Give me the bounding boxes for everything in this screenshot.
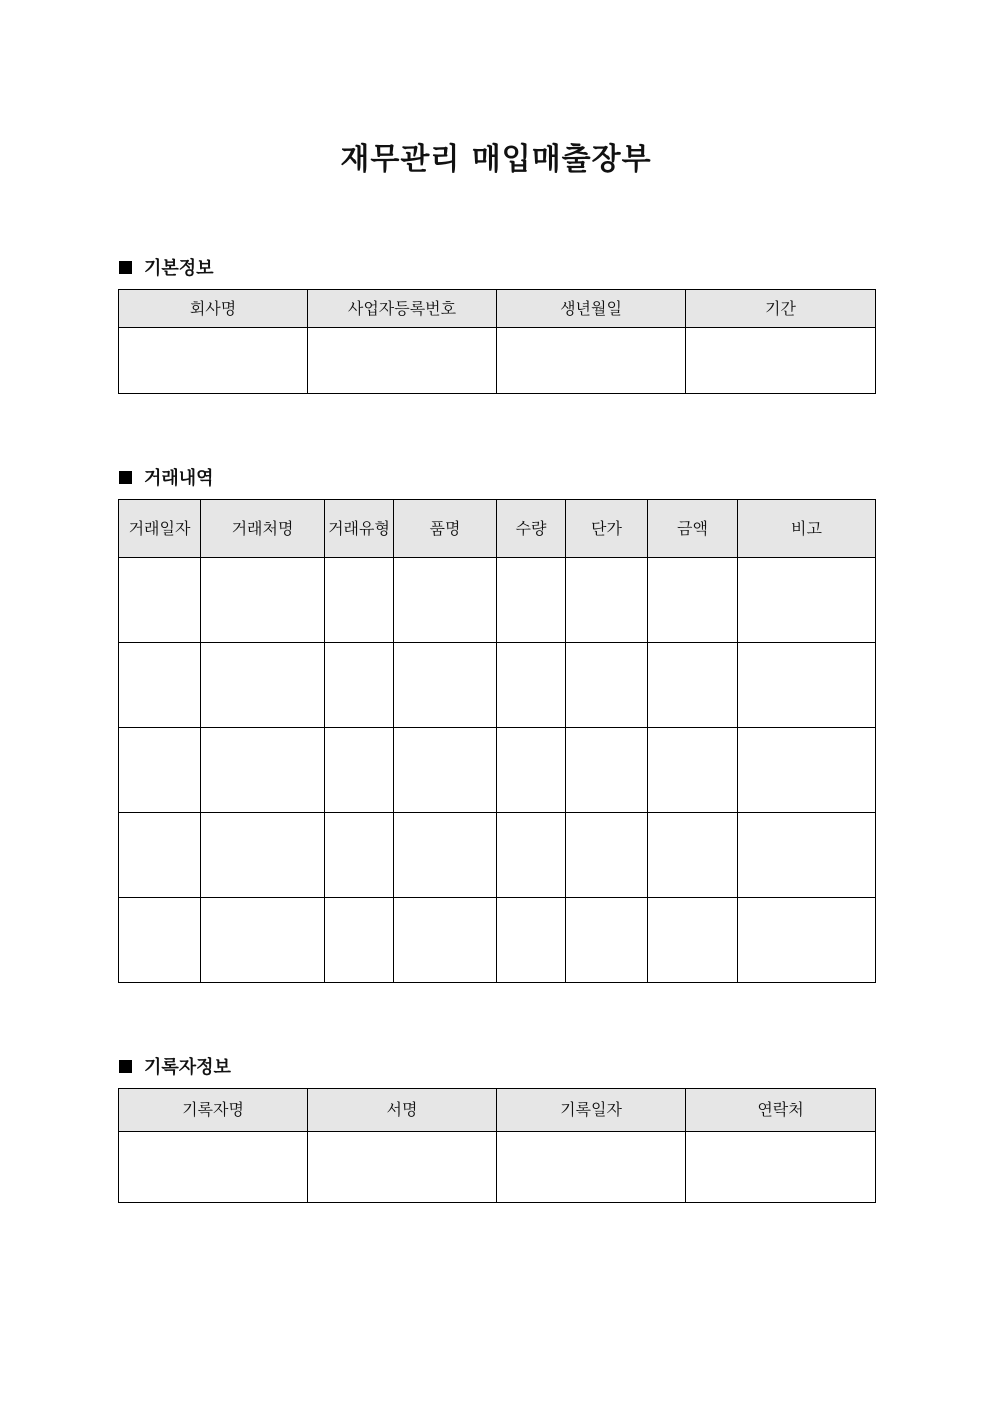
table-cell[interactable] xyxy=(497,813,566,898)
black-square-icon xyxy=(119,261,132,274)
column-header-quantity: 수량 xyxy=(497,500,566,558)
table-cell[interactable] xyxy=(738,643,876,728)
table-cell[interactable] xyxy=(738,898,876,983)
record-date-cell[interactable] xyxy=(497,1132,686,1203)
table-cell[interactable] xyxy=(394,813,497,898)
table-cell[interactable] xyxy=(119,728,201,813)
table-cell[interactable] xyxy=(497,643,566,728)
table-cell[interactable] xyxy=(566,813,648,898)
table-cell[interactable] xyxy=(497,558,566,643)
recorder-info-heading-label: 기록자정보 xyxy=(144,1057,231,1078)
table-cell[interactable] xyxy=(201,728,325,813)
business-reg-no-cell[interactable] xyxy=(308,328,497,394)
recorder-info-table xyxy=(118,1088,876,1203)
recorder-info-header-row xyxy=(119,1089,876,1132)
page-title: 재무관리 매입매출장부 xyxy=(340,142,652,177)
table-cell[interactable] xyxy=(648,558,738,643)
table-cell[interactable] xyxy=(325,558,394,643)
column-header-record-date: 기록일자 xyxy=(497,1089,686,1132)
table-row xyxy=(119,813,876,898)
basic-info-row xyxy=(119,328,876,394)
table-cell[interactable] xyxy=(201,643,325,728)
recorder-info-heading xyxy=(119,1053,231,1079)
period-cell[interactable] xyxy=(686,328,876,394)
contact-cell[interactable] xyxy=(686,1132,876,1203)
table-cell[interactable] xyxy=(738,813,876,898)
black-square-icon xyxy=(119,471,132,484)
table-cell[interactable] xyxy=(201,558,325,643)
table-cell[interactable] xyxy=(566,728,648,813)
table-cell[interactable] xyxy=(394,558,497,643)
table-cell[interactable] xyxy=(394,728,497,813)
table-cell[interactable] xyxy=(648,643,738,728)
column-header-contact: 연락처 xyxy=(686,1089,876,1132)
column-header-client-name: 거래처명 xyxy=(201,500,325,558)
column-header-recorder-name: 기록자명 xyxy=(119,1089,308,1132)
table-cell[interactable] xyxy=(325,643,394,728)
table-cell[interactable] xyxy=(201,898,325,983)
table-row xyxy=(119,728,876,813)
table-cell[interactable] xyxy=(648,728,738,813)
recorder-name-cell[interactable] xyxy=(119,1132,308,1203)
column-header-period: 기간 xyxy=(686,290,876,328)
table-cell[interactable] xyxy=(325,813,394,898)
table-cell[interactable] xyxy=(566,558,648,643)
basic-info-header-row xyxy=(119,290,876,328)
table-cell[interactable] xyxy=(566,643,648,728)
table-cell[interactable] xyxy=(648,898,738,983)
table-cell[interactable] xyxy=(394,643,497,728)
column-header-trade-type: 거래유형 xyxy=(325,500,394,558)
transactions-heading-label: 거래내역 xyxy=(144,468,214,489)
birth-date-cell[interactable] xyxy=(497,328,686,394)
basic-info-table xyxy=(118,289,876,394)
column-header-remarks: 비고 xyxy=(738,500,876,558)
table-cell[interactable] xyxy=(648,813,738,898)
table-cell[interactable] xyxy=(394,898,497,983)
table-cell[interactable] xyxy=(119,813,201,898)
table-cell[interactable] xyxy=(738,558,876,643)
table-cell[interactable] xyxy=(119,898,201,983)
column-header-business-reg-no: 사업자등록번호 xyxy=(308,290,497,328)
column-header-company-name: 회사명 xyxy=(119,290,308,328)
column-header-amount: 금액 xyxy=(648,500,738,558)
black-square-icon xyxy=(119,1060,132,1073)
table-cell[interactable] xyxy=(738,728,876,813)
basic-info-heading xyxy=(119,254,214,280)
table-row xyxy=(119,643,876,728)
table-cell[interactable] xyxy=(201,813,325,898)
table-row xyxy=(119,558,876,643)
column-header-trade-date: 거래일자 xyxy=(119,500,201,558)
basic-info-heading-label: 기본정보 xyxy=(144,258,214,279)
transactions-table xyxy=(118,499,876,983)
table-row xyxy=(119,898,876,983)
table-cell[interactable] xyxy=(566,898,648,983)
table-cell[interactable] xyxy=(497,728,566,813)
column-header-birth-date: 생년월일 xyxy=(497,290,686,328)
table-cell[interactable] xyxy=(497,898,566,983)
column-header-item-name: 품명 xyxy=(394,500,497,558)
signature-cell[interactable] xyxy=(308,1132,497,1203)
recorder-info-row xyxy=(119,1132,876,1203)
column-header-signature: 서명 xyxy=(308,1089,497,1132)
transactions-header-row xyxy=(119,500,876,558)
transactions-heading xyxy=(119,464,214,490)
table-cell[interactable] xyxy=(119,643,201,728)
company-name-cell[interactable] xyxy=(119,328,308,394)
table-cell[interactable] xyxy=(119,558,201,643)
table-cell[interactable] xyxy=(325,898,394,983)
column-header-unit-price: 단가 xyxy=(566,500,648,558)
table-cell[interactable] xyxy=(325,728,394,813)
